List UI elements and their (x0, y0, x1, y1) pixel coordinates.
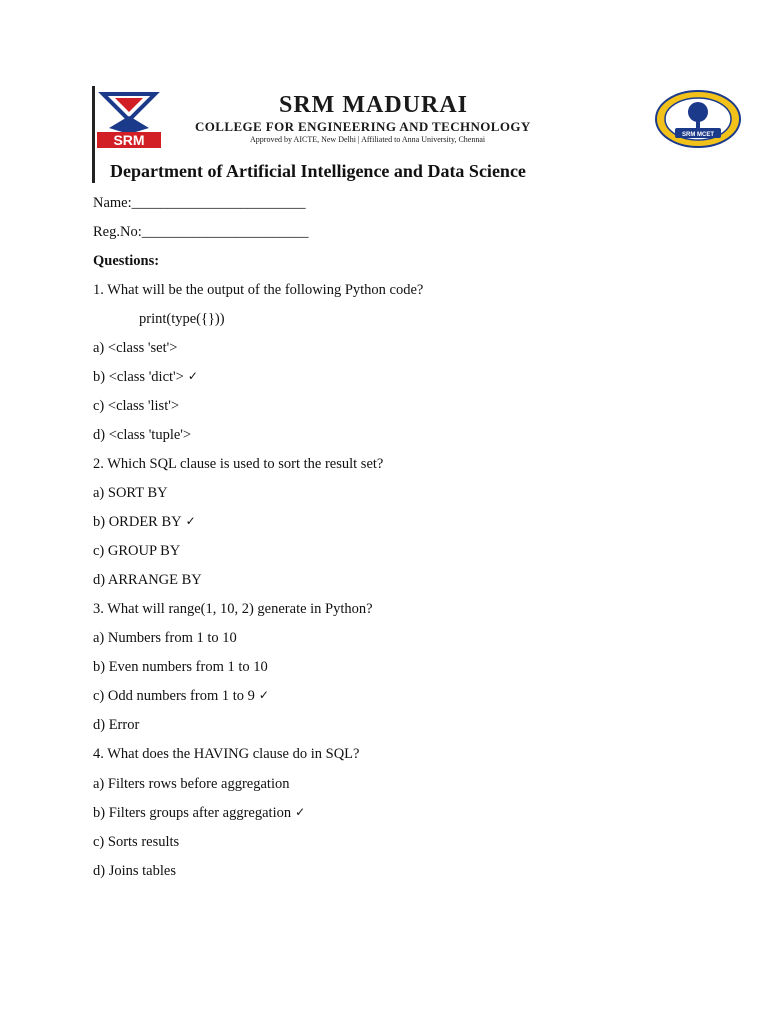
question-text: 4. What does the HAVING clause do in SQL? (93, 746, 360, 762)
option-item (93, 485, 168, 502)
question-text: 1. What will be the output of the following Python code? (93, 282, 424, 298)
option-text: a) SORT BY (93, 485, 168, 501)
option-item (93, 776, 290, 793)
option-item (93, 369, 198, 386)
option-text: c) Odd numbers from 1 to 9 (93, 688, 255, 704)
option-text: b) Even numbers from 1 to 10 (93, 659, 268, 675)
option-text: c) GROUP BY (93, 543, 181, 559)
seal-label: SRM MCET (682, 132, 714, 138)
option-item (93, 514, 196, 531)
option-item (93, 688, 269, 705)
option-item (93, 630, 237, 647)
question-text: 2. Which SQL clause is used to sort the result set? (93, 456, 384, 472)
correct-check-icon: ✓ (258, 688, 269, 702)
option-item (93, 805, 305, 822)
questions-heading: Questions: (93, 253, 160, 269)
option-text: b) <class 'dict'> (93, 369, 184, 385)
option-text: d) Joins tables (93, 863, 176, 879)
option-text: c) <class 'list'> (93, 398, 180, 414)
option-item (93, 659, 268, 676)
name-field: Name:________________________ (93, 195, 306, 211)
option-text: d) ARRANGE BY (93, 572, 202, 588)
option-item (93, 340, 177, 357)
correct-check-icon: ✓ (187, 369, 198, 383)
college-name: COLLEGE FOR ENGINEERING AND TECHNOLOGY (195, 119, 531, 134)
option-text: a) <class 'set'> (93, 340, 178, 356)
srm-logo-text: SRM (113, 132, 145, 148)
srm-logo-icon (95, 90, 163, 150)
option-item (93, 543, 180, 560)
option-text: a) Numbers from 1 to 10 (93, 630, 237, 646)
institution-name: SRM MADURAI (279, 92, 468, 118)
regno-field: Reg.No:_______________________ (93, 224, 309, 240)
option-text: b) Filters groups after aggregation (93, 805, 292, 821)
option-text: b) ORDER BY (93, 514, 182, 530)
correct-check-icon: ✓ (185, 514, 196, 528)
option-item (93, 427, 191, 444)
option-item (93, 834, 179, 851)
option-text: d) Error (93, 717, 140, 733)
letterhead (0, 0, 768, 195)
option-item (93, 717, 139, 734)
correct-check-icon: ✓ (295, 805, 306, 819)
option-text: d) <class 'tuple'> (93, 427, 192, 443)
option-item (93, 572, 202, 589)
option-text: c) Sorts results (93, 834, 180, 850)
question-code: print(type({})) (139, 311, 225, 327)
srm-mcet-seal-icon (655, 90, 741, 148)
option-item (93, 863, 176, 880)
department-title: Department of Artificial Intelligence and Data Science (110, 161, 526, 181)
approval-line: Approved by AICTE, New Delhi | Affiliated to Anna University, Chennai (250, 135, 486, 144)
question-text: 3. What will range(1, 10, 2) generate in Python? (93, 601, 373, 617)
option-text: a) Filters rows before aggregation (93, 776, 290, 792)
option-item (93, 398, 179, 415)
